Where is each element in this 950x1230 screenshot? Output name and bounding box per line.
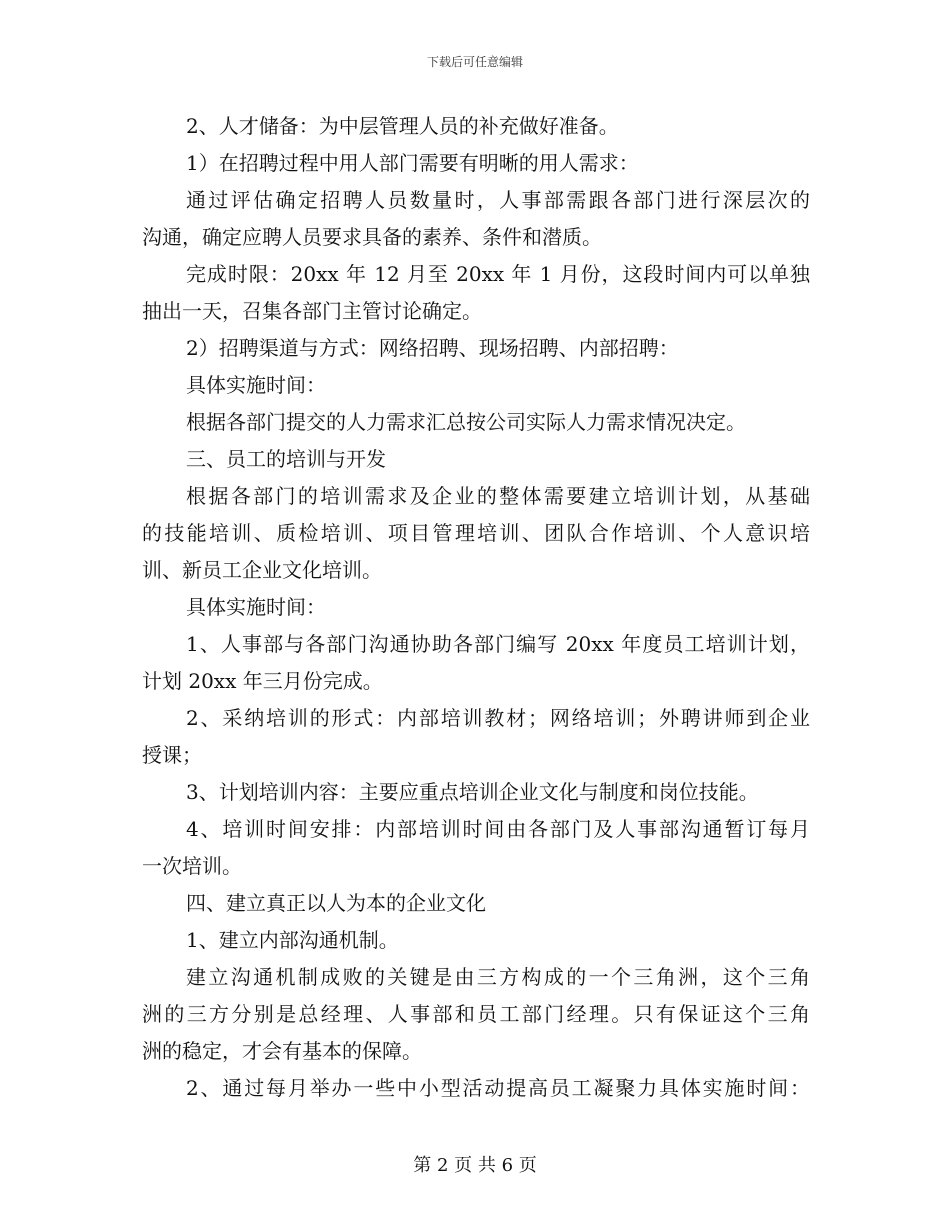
text-line: 2、采纳培训的形式：内部培训教材；网络培训；外聘讲师到企业 bbox=[186, 706, 810, 730]
text-line: 2、通过每月举办一些中小型活动提高员工凝聚力具体实施时间： bbox=[186, 1076, 810, 1100]
text-line: 1）在招聘过程中用人部门需要有明晰的用人需求： bbox=[186, 151, 639, 175]
document-body bbox=[142, 108, 810, 1107]
text-line: 洲的三方分别是总经理、人事部和员工部门经理。只有保证这个三角 bbox=[142, 1002, 810, 1026]
text-line: 训、新员工企业文化培训。 bbox=[142, 558, 382, 582]
text-line: 2、人才储备：为中层管理人员的补充做好准备。 bbox=[186, 114, 619, 138]
text-line: 根据各部门的培训需求及企业的整体需要建立培训计划，从基础 bbox=[186, 484, 810, 508]
text-line: 抽出一天，召集各部门主管讨论确定。 bbox=[142, 299, 482, 323]
text-line: 洲的稳定，才会有基本的保障。 bbox=[142, 1039, 422, 1063]
text-line: 建立沟通机制成败的关键是由三方构成的一个三角洲，这个三角 bbox=[186, 965, 810, 989]
page-header-note: 下载后可任意编辑 bbox=[426, 55, 523, 69]
text-line: 四、建立真正以人为本的企业文化 bbox=[186, 891, 486, 915]
paragraph-lines bbox=[142, 108, 810, 1107]
text-line: 具体实施时间： bbox=[186, 595, 326, 619]
page-number-footer: 第 2 页 共 6 页 bbox=[413, 1155, 537, 1176]
text-line: 通过评估确定招聘人员数量时，人事部需跟各部门进行深层次的 bbox=[186, 188, 810, 212]
text-line: 沟通，确定应聘人员要求具备的素养、条件和潜质。 bbox=[142, 225, 602, 249]
text-line: 完成时限：20xx 年 12 月至 20xx 年 1 月份，这段时间内可以单独 bbox=[186, 262, 810, 286]
text-line: 计划 20xx 年三月份完成。 bbox=[142, 669, 383, 693]
text-line: 3、计划培训内容：主要应重点培训企业文化与制度和岗位技能。 bbox=[186, 780, 759, 804]
text-line: 根据各部门提交的人力需求汇总按公司实际人力需求情况决定。 bbox=[186, 410, 746, 434]
text-line: 4、培训时间安排：内部培训时间由各部门及人事部沟通暂订每月 bbox=[186, 817, 810, 841]
text-line: 三、员工的培训与开发 bbox=[186, 447, 386, 471]
text-line: 2）招聘渠道与方式：网络招聘、现场招聘、内部招聘： bbox=[186, 336, 679, 360]
text-line: 具体实施时间： bbox=[186, 373, 326, 397]
text-line: 1、建立内部沟通机制。 bbox=[186, 928, 399, 952]
text-line: 一次培训。 bbox=[142, 854, 242, 878]
text-line: 1、人事部与各部门沟通协助各部门编写 20xx 年度员工培训计划， bbox=[186, 632, 810, 656]
text-line: 授课； bbox=[142, 743, 202, 767]
text-line: 的技能培训、质检培训、项目管理培训、团队合作培训、个人意识培 bbox=[142, 521, 810, 545]
